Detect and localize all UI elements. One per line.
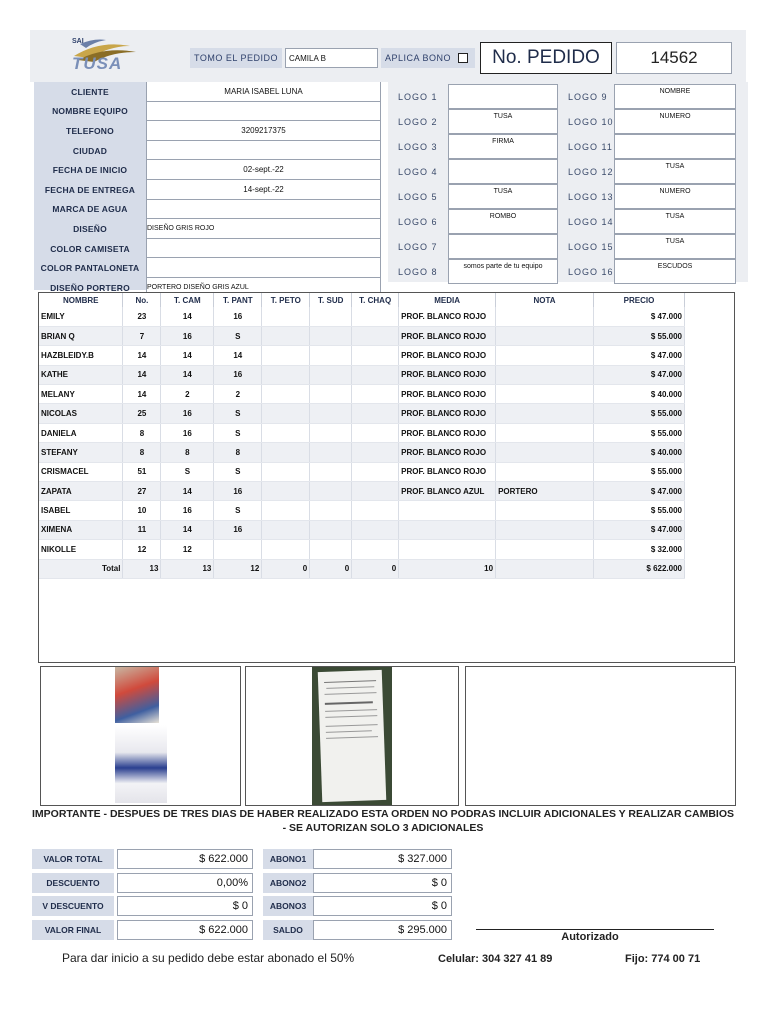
player-cell[interactable] xyxy=(352,326,399,345)
client-field-value[interactable]: 02-sept.-22 xyxy=(146,160,381,180)
players-table-frame xyxy=(38,292,735,663)
player-cell[interactable] xyxy=(352,443,399,462)
cellphone-text: Celular: 304 327 41 89 xyxy=(438,953,553,965)
player-cell[interactable]: MELANY xyxy=(39,385,123,404)
player-cell[interactable] xyxy=(310,346,352,365)
landline-text: Fijo: 774 00 71 xyxy=(625,953,701,965)
player-cell[interactable] xyxy=(352,540,399,559)
player-cell[interactable] xyxy=(310,404,352,423)
brand-text: TUSA xyxy=(72,54,123,73)
tomo-value-field[interactable] xyxy=(285,48,378,68)
player-row xyxy=(39,540,685,559)
logo-row xyxy=(392,209,737,234)
player-cell[interactable]: $ 55.000 xyxy=(593,423,684,442)
player-cell[interactable] xyxy=(352,385,399,404)
client-info-row xyxy=(34,160,381,180)
client-field-label: COLOR PANTALONETA xyxy=(40,263,140,274)
player-cell[interactable] xyxy=(352,462,399,481)
total-cell: 10 xyxy=(399,559,496,578)
client-field-value[interactable]: MARIA ISABEL LUNA xyxy=(146,82,381,102)
player-cell[interactable] xyxy=(352,482,399,501)
abono-label: ABONO2 xyxy=(263,873,313,893)
player-cell[interactable] xyxy=(310,482,352,501)
bono-label-box xyxy=(381,48,475,68)
logo-value[interactable]: NOMBRE xyxy=(614,84,736,109)
player-cell[interactable]: 16 xyxy=(161,423,214,442)
total-cell: 0 xyxy=(352,559,399,578)
bono-label: APLICA BONO xyxy=(385,53,452,63)
player-cell[interactable] xyxy=(310,462,352,481)
player-cell[interactable]: 14 xyxy=(161,346,214,365)
column-header: T. PETO xyxy=(262,293,310,307)
player-cell[interactable]: PROF. BLANCO ROJO xyxy=(399,307,496,326)
player-cell[interactable]: 2 xyxy=(214,385,262,404)
total-cell: Total xyxy=(39,559,123,578)
player-cell[interactable]: NICOLAS xyxy=(39,404,123,423)
photo-box-2 xyxy=(245,666,459,806)
player-cell[interactable]: 14 xyxy=(214,346,262,365)
logo-label: LOGO 7 xyxy=(398,241,438,252)
player-cell[interactable]: $ 55.000 xyxy=(593,501,684,520)
total-row xyxy=(39,559,685,578)
player-cell[interactable]: 51 xyxy=(123,462,161,481)
player-cell[interactable]: 16 xyxy=(161,326,214,345)
player-row xyxy=(39,443,685,462)
client-info-row xyxy=(34,239,381,259)
player-cell[interactable]: 16 xyxy=(214,482,262,501)
receipt-photo xyxy=(312,667,392,805)
player-cell[interactable] xyxy=(262,423,310,442)
player-cell[interactable] xyxy=(262,501,310,520)
client-field-value[interactable]: 3209217375 xyxy=(146,121,381,141)
abono-value[interactable]: $ 0 xyxy=(313,896,452,916)
player-cell[interactable] xyxy=(352,423,399,442)
logo-row xyxy=(392,184,737,209)
player-cell[interactable]: 16 xyxy=(214,520,262,539)
player-cell[interactable] xyxy=(399,540,496,559)
player-cell[interactable]: 23 xyxy=(123,307,161,326)
player-cell[interactable]: XIMENA xyxy=(39,520,123,539)
logo-label: LOGO 3 xyxy=(398,141,438,152)
client-field-label: FECHA DE ENTREGA xyxy=(44,184,136,195)
player-row xyxy=(39,423,685,442)
player-cell[interactable] xyxy=(496,540,594,559)
player-cell[interactable] xyxy=(352,501,399,520)
pedido-number-field[interactable] xyxy=(616,42,732,74)
player-cell[interactable]: 14 xyxy=(123,385,161,404)
client-field-value[interactable]: DISEÑO GRIS ROJO xyxy=(146,219,381,239)
client-info-row xyxy=(34,141,381,161)
client-field-label: FECHA DE INICIO xyxy=(52,165,128,176)
player-cell[interactable] xyxy=(262,385,310,404)
abono-label: SALDO xyxy=(263,920,313,940)
client-field-value[interactable] xyxy=(146,258,381,278)
player-cell[interactable] xyxy=(496,307,594,326)
tomo-label: TOMO EL PEDIDO xyxy=(193,53,278,63)
total-cell: $ 622.000 xyxy=(593,559,684,578)
totals-label: V DESCUENTO xyxy=(32,896,114,916)
player-cell[interactable] xyxy=(352,404,399,423)
column-header: T. CAM xyxy=(161,293,214,307)
abono-value[interactable]: $ 295.000 xyxy=(313,920,452,940)
logo-value[interactable]: ROMBO xyxy=(448,209,558,234)
player-cell[interactable] xyxy=(310,365,352,384)
total-cell: 0 xyxy=(310,559,352,578)
player-cell[interactable] xyxy=(399,520,496,539)
totals-label: DESCUENTO xyxy=(32,873,114,893)
column-header: MEDIA xyxy=(399,293,496,307)
client-field-label: COLOR CAMISETA xyxy=(50,243,130,254)
players-header-row xyxy=(39,293,685,307)
client-info-row xyxy=(34,121,381,141)
brand-small-text: SAI xyxy=(72,38,84,45)
player-cell[interactable] xyxy=(262,307,310,326)
player-cell[interactable] xyxy=(352,307,399,326)
client-field-value[interactable] xyxy=(146,141,381,161)
player-cell[interactable]: BRIAN Q xyxy=(39,326,123,345)
player-cell[interactable]: 14 xyxy=(123,365,161,384)
logo-value[interactable]: TUSA xyxy=(448,184,558,209)
logo-value[interactable]: somos parte de tu equipo xyxy=(448,259,558,284)
abono-value[interactable]: $ 0 xyxy=(313,873,452,893)
player-cell[interactable]: KATHE xyxy=(39,365,123,384)
player-cell[interactable] xyxy=(496,385,594,404)
logo-value[interactable] xyxy=(448,234,558,259)
player-cell[interactable] xyxy=(310,326,352,345)
total-cell xyxy=(496,559,594,578)
column-header: NOMBRE xyxy=(39,293,123,307)
pedido-number: 14562 xyxy=(650,48,698,67)
player-cell[interactable]: 14 xyxy=(161,520,214,539)
logo-value[interactable]: ESCUDOS xyxy=(614,259,736,284)
player-cell[interactable]: 14 xyxy=(161,482,214,501)
logo-label: LOGO 14 xyxy=(568,216,614,227)
totals-value[interactable]: 0,00% xyxy=(117,873,253,893)
abono-value[interactable]: $ 327.000 xyxy=(313,849,452,869)
player-cell[interactable] xyxy=(262,404,310,423)
totals-label: VALOR TOTAL xyxy=(32,849,114,869)
logo-value[interactable] xyxy=(448,84,558,109)
player-cell[interactable] xyxy=(496,501,594,520)
player-cell[interactable] xyxy=(496,365,594,384)
player-cell[interactable]: EMILY xyxy=(39,307,123,326)
player-cell[interactable] xyxy=(496,462,594,481)
player-cell[interactable]: PROF. BLANCO ROJO xyxy=(399,326,496,345)
player-cell[interactable] xyxy=(399,501,496,520)
logo-value[interactable] xyxy=(614,134,736,159)
player-row xyxy=(39,365,685,384)
logo-label: LOGO 12 xyxy=(568,166,614,177)
totals-label: VALOR FINAL xyxy=(32,920,114,940)
logo-label: LOGO 9 xyxy=(568,91,608,102)
photo-box-3 xyxy=(465,666,736,806)
client-field-label: TELEFONO xyxy=(66,125,114,136)
logo-label: LOGO 2 xyxy=(398,116,438,127)
client-info-table xyxy=(34,82,381,298)
player-row xyxy=(39,501,685,520)
logo-label: LOGO 5 xyxy=(398,191,438,202)
logo-label: LOGO 8 xyxy=(398,266,438,277)
player-cell[interactable]: 2 xyxy=(161,385,214,404)
client-field-value[interactable]: PORTERO DISEÑO GRIS AZUL xyxy=(146,278,381,298)
player-cell[interactable]: $ 47.000 xyxy=(593,365,684,384)
player-cell[interactable] xyxy=(310,520,352,539)
player-cell[interactable]: STEFANY xyxy=(39,443,123,462)
client-info-row xyxy=(34,219,381,239)
player-cell[interactable] xyxy=(310,501,352,520)
logo-value[interactable]: NUMERO xyxy=(614,184,736,209)
player-cell[interactable]: PROF. BLANCO AZUL xyxy=(399,482,496,501)
logo-label: LOGO 1 xyxy=(398,91,438,102)
player-cell[interactable]: CRISMACEL xyxy=(39,462,123,481)
player-cell[interactable]: $ 47.000 xyxy=(593,482,684,501)
player-cell[interactable] xyxy=(496,326,594,345)
logo-value[interactable]: TUSA xyxy=(614,234,736,259)
player-cell[interactable] xyxy=(496,404,594,423)
player-cell[interactable]: S xyxy=(214,462,262,481)
player-cell[interactable]: 27 xyxy=(123,482,161,501)
totals-value[interactable]: $ 0 xyxy=(117,896,253,916)
logo-row xyxy=(392,259,737,284)
logo-label: LOGO 16 xyxy=(568,266,614,277)
player-row xyxy=(39,520,685,539)
logo-row xyxy=(392,134,737,159)
logo-row xyxy=(392,159,737,184)
bono-checkbox[interactable] xyxy=(458,53,468,63)
player-cell[interactable]: HAZBLEIDY.B xyxy=(39,346,123,365)
player-cell[interactable]: $ 55.000 xyxy=(593,404,684,423)
player-cell[interactable] xyxy=(496,346,594,365)
client-field-label: CLIENTE xyxy=(71,86,109,97)
logo-row xyxy=(392,234,737,259)
player-cell[interactable]: 8 xyxy=(123,443,161,462)
player-cell[interactable]: S xyxy=(214,423,262,442)
abono-label: ABONO1 xyxy=(263,849,313,869)
player-cell[interactable]: 16 xyxy=(214,365,262,384)
client-field-value[interactable] xyxy=(146,200,381,220)
player-row xyxy=(39,346,685,365)
client-field-value[interactable] xyxy=(146,102,381,122)
logo-label: LOGO 6 xyxy=(398,216,438,227)
player-cell[interactable]: PROF. BLANCO ROJO xyxy=(399,443,496,462)
player-cell[interactable] xyxy=(310,307,352,326)
player-cell[interactable]: PROF. BLANCO ROJO xyxy=(399,404,496,423)
player-cell[interactable] xyxy=(352,520,399,539)
player-cell[interactable] xyxy=(262,346,310,365)
total-cell: 13 xyxy=(123,559,161,578)
photo-box-1 xyxy=(40,666,241,806)
player-cell[interactable]: $ 32.000 xyxy=(593,540,684,559)
client-info-row xyxy=(34,200,381,220)
player-cell[interactable]: 25 xyxy=(123,404,161,423)
column-header: T. PANT xyxy=(214,293,262,307)
player-cell[interactable]: PROF. BLANCO ROJO xyxy=(399,365,496,384)
logo-value[interactable]: FIRMA xyxy=(448,134,558,159)
player-cell[interactable]: 16 xyxy=(214,307,262,326)
logo-row xyxy=(392,84,737,109)
player-row xyxy=(39,462,685,481)
client-field-label: NOMBRE EQUIPO xyxy=(52,106,128,117)
important-notice: IMPORTANTE - DESPUES DE TRES DIAS DE HABER REALIZADO ESTA ORDEN NO PODRAS INCLUIR ADICIONALES Y REALIZAR CAMBIOS - SE AUTORIZAN SOLO 3 ADICIONALES xyxy=(32,808,734,834)
player-cell[interactable]: ZAPATA xyxy=(39,482,123,501)
player-cell[interactable]: $ 47.000 xyxy=(593,520,684,539)
logo-value[interactable]: NUMERO xyxy=(614,109,736,134)
player-cell[interactable]: 14 xyxy=(161,307,214,326)
player-cell[interactable]: 7 xyxy=(123,326,161,345)
logo-value[interactable]: TUSA xyxy=(614,159,736,184)
tomo-value: CAMILA B xyxy=(289,53,326,63)
player-cell[interactable]: $ 55.000 xyxy=(593,326,684,345)
player-cell[interactable]: 8 xyxy=(214,443,262,462)
player-cell[interactable]: $ 55.000 xyxy=(593,462,684,481)
totals-value[interactable]: $ 622.000 xyxy=(117,849,253,869)
client-info-row xyxy=(34,102,381,122)
player-cell[interactable] xyxy=(262,482,310,501)
player-cell[interactable]: S xyxy=(161,462,214,481)
logo-value[interactable]: TUSA xyxy=(614,209,736,234)
player-cell[interactable]: 14 xyxy=(161,365,214,384)
player-row xyxy=(39,307,685,326)
player-cell[interactable]: 11 xyxy=(123,520,161,539)
player-cell[interactable] xyxy=(262,462,310,481)
player-cell[interactable] xyxy=(496,423,594,442)
logo-label: LOGO 13 xyxy=(568,191,614,202)
player-cell[interactable]: 10 xyxy=(123,501,161,520)
player-cell[interactable] xyxy=(262,540,310,559)
client-field-value[interactable]: 14-sept.-22 xyxy=(146,180,381,200)
totals-table xyxy=(32,849,452,943)
player-cell[interactable] xyxy=(496,443,594,462)
logo-label: LOGO 10 xyxy=(568,116,614,127)
player-cell[interactable]: 16 xyxy=(161,404,214,423)
pedido-label: No. PEDIDO xyxy=(492,47,600,68)
player-cell[interactable]: S xyxy=(214,501,262,520)
logo-label: LOGO 15 xyxy=(568,241,614,252)
client-field-label: DISEÑO xyxy=(73,223,107,234)
player-cell[interactable] xyxy=(310,423,352,442)
player-cell[interactable] xyxy=(262,365,310,384)
player-row xyxy=(39,326,685,345)
logo-value[interactable]: TUSA xyxy=(448,109,558,134)
tomo-label-box xyxy=(190,48,282,68)
player-cell[interactable]: $ 47.000 xyxy=(593,307,684,326)
logo-row xyxy=(392,109,737,134)
player-cell[interactable] xyxy=(352,346,399,365)
player-cell[interactable]: PROF. BLANCO ROJO xyxy=(399,423,496,442)
player-cell[interactable] xyxy=(214,540,262,559)
column-header: T. SUD xyxy=(310,293,352,307)
totals-row xyxy=(32,920,452,940)
player-cell[interactable] xyxy=(310,443,352,462)
team-photo-1 xyxy=(115,667,159,723)
player-cell[interactable]: PROF. BLANCO ROJO xyxy=(399,462,496,481)
player-cell[interactable]: $ 47.000 xyxy=(593,346,684,365)
player-row xyxy=(39,404,685,423)
player-cell[interactable]: $ 40.000 xyxy=(593,385,684,404)
company-logo xyxy=(60,36,150,78)
player-cell[interactable]: DANIELA xyxy=(39,423,123,442)
signature-line xyxy=(476,929,714,930)
totals-value[interactable]: $ 622.000 xyxy=(117,920,253,940)
player-cell[interactable]: PORTERO xyxy=(496,482,594,501)
client-field-label: DISEÑO PORTERO xyxy=(50,282,130,293)
logo-label: LOGO 11 xyxy=(568,141,613,152)
column-header: No. xyxy=(123,293,161,307)
player-cell[interactable]: PROF. BLANCO ROJO xyxy=(399,385,496,404)
client-info-row xyxy=(34,180,381,200)
logos-grid xyxy=(392,84,737,284)
player-cell[interactable] xyxy=(310,540,352,559)
totals-row xyxy=(32,873,452,893)
player-cell[interactable] xyxy=(262,520,310,539)
player-cell[interactable]: ISABEL xyxy=(39,501,123,520)
player-cell[interactable]: S xyxy=(214,404,262,423)
player-cell[interactable]: 12 xyxy=(161,540,214,559)
totals-row xyxy=(32,849,452,869)
player-cell[interactable]: 8 xyxy=(123,423,161,442)
client-info-row xyxy=(34,82,381,102)
column-header: NOTA xyxy=(496,293,594,307)
player-cell[interactable]: PROF. BLANCO ROJO xyxy=(399,346,496,365)
authorized-label: Autorizado xyxy=(561,931,619,943)
pedido-label-box xyxy=(480,42,612,74)
players-table xyxy=(39,293,685,579)
player-row xyxy=(39,385,685,404)
logo-label: LOGO 4 xyxy=(398,166,438,177)
player-cell[interactable]: $ 40.000 xyxy=(593,443,684,462)
total-cell: 12 xyxy=(214,559,262,578)
total-cell: 0 xyxy=(262,559,310,578)
player-cell[interactable] xyxy=(496,520,594,539)
abono-label: ABONO3 xyxy=(263,896,313,916)
player-cell[interactable]: 14 xyxy=(123,346,161,365)
player-cell[interactable] xyxy=(262,443,310,462)
player-cell[interactable]: 12 xyxy=(123,540,161,559)
total-cell: 13 xyxy=(161,559,214,578)
column-header: T. CHAQ xyxy=(352,293,399,307)
player-cell[interactable] xyxy=(310,385,352,404)
receipt-paper xyxy=(318,670,386,802)
client-field-value[interactable] xyxy=(146,239,381,259)
player-cell[interactable] xyxy=(352,365,399,384)
player-cell[interactable]: NIKOLLE xyxy=(39,540,123,559)
player-cell[interactable]: S xyxy=(214,326,262,345)
team-photo-2 xyxy=(115,725,167,803)
player-cell[interactable]: 16 xyxy=(161,501,214,520)
player-cell[interactable]: 8 xyxy=(161,443,214,462)
column-header: PRECIO xyxy=(593,293,684,307)
player-cell[interactable] xyxy=(262,326,310,345)
client-field-label: MARCA DE AGUA xyxy=(52,204,128,215)
client-info-row xyxy=(34,258,381,278)
deposit-note: Para dar inicio a su pedido debe estar abonado el 50% xyxy=(62,951,355,965)
totals-row xyxy=(32,896,452,916)
client-field-label: CIUDAD xyxy=(72,145,108,156)
logo-value[interactable] xyxy=(448,159,558,184)
player-row xyxy=(39,482,685,501)
